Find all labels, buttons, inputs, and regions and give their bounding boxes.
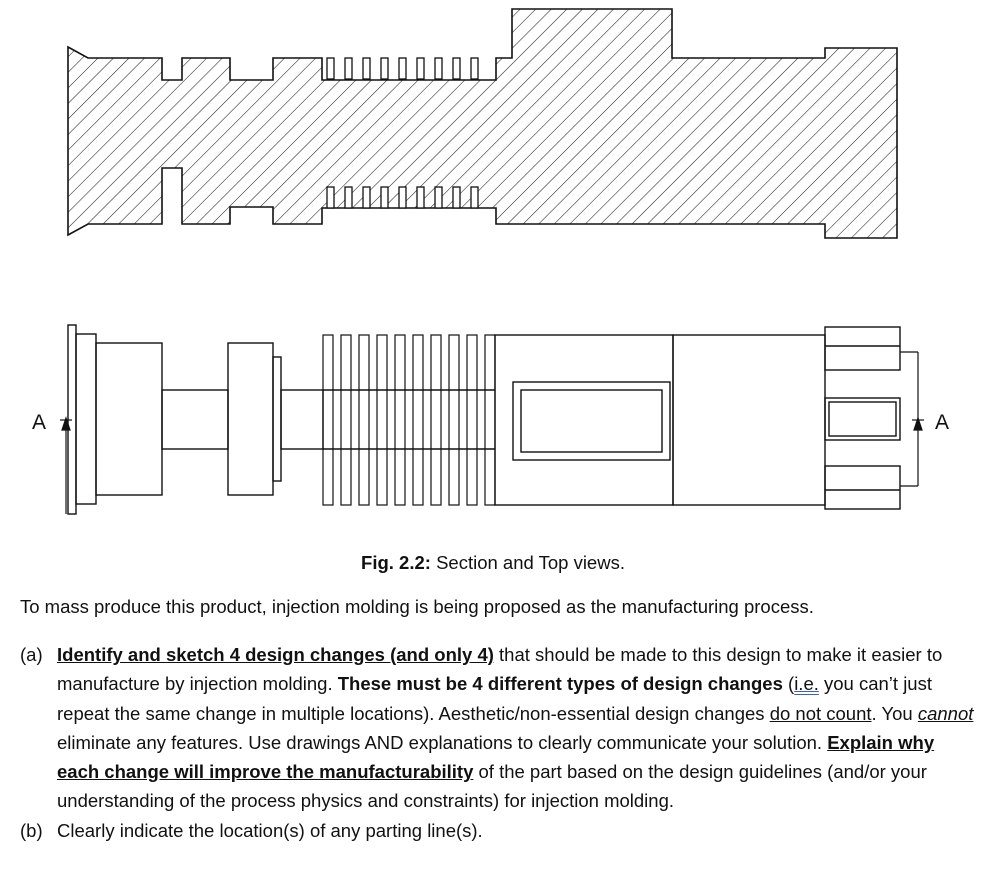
figure-caption: [0, 551, 986, 575]
qa-text-3: you can’t just repeat the same change in multiple locations). Aesthetic/non-essential design changes: [57, 673, 932, 724]
prong-middle: [825, 398, 900, 440]
mid-hub-face: [273, 357, 281, 481]
question-b-label: (b): [20, 819, 43, 841]
flange-body: [76, 334, 96, 504]
section-outline: [68, 9, 897, 238]
caption-text: Section and Top views.: [430, 552, 625, 573]
section-line-markers: [60, 352, 924, 514]
section-marker-left: A: [32, 411, 47, 434]
qa-text-4: . You: [871, 702, 918, 724]
top-view: [60, 325, 924, 514]
qa-explain: Explain why each change will improve the manufacturability: [57, 731, 935, 783]
prong-top: [825, 327, 900, 370]
question-list: [20, 640, 980, 845]
question-a: [20, 640, 980, 816]
question-b-text: Clearly indicate the location(s) of any parting line(s).: [57, 819, 483, 841]
intro-paragraph: To mass produce this product, injection molding is being proposed as the manufacturing process.: [20, 596, 814, 617]
qa-text-1: that should be made to this design to make it easier to manufacture by injection molding.: [57, 644, 943, 695]
qa-text-6: of the part based on the design guidelines (and/or your understanding of the process physics and constraints) for injection molding.: [57, 761, 927, 812]
section-marker-right: A: [935, 411, 950, 434]
qa-cannot: cannot: [917, 702, 974, 724]
prong-bottom: [825, 466, 900, 509]
left-hub: [96, 343, 162, 495]
fin-stack: [323, 335, 495, 505]
question-a-label: (a): [20, 644, 43, 665]
section-view: [68, 9, 897, 238]
qa-text-5: eliminate any features. Use drawings AND explanations to clearly communicate your solution.: [57, 731, 828, 753]
caption-label: Fig. 2.2:: [361, 552, 431, 573]
qa-ie: i.e.: [794, 673, 819, 695]
main-body: [495, 335, 673, 505]
qa-text-2: (: [782, 673, 795, 695]
left-shaft: [162, 390, 228, 449]
center-shaft: [281, 390, 323, 449]
qa-instruction: Identify and sketch 4 design changes (and only 4): [57, 644, 494, 665]
question-b: [20, 816, 980, 845]
window-outer: [513, 382, 670, 460]
window-inner: [521, 390, 662, 452]
qa-do-not-count: do not count: [769, 702, 872, 724]
mid-hub: [228, 343, 273, 495]
qa-emphasis: These must be 4 different types of design changes: [337, 673, 783, 695]
rear-body: [673, 335, 825, 505]
